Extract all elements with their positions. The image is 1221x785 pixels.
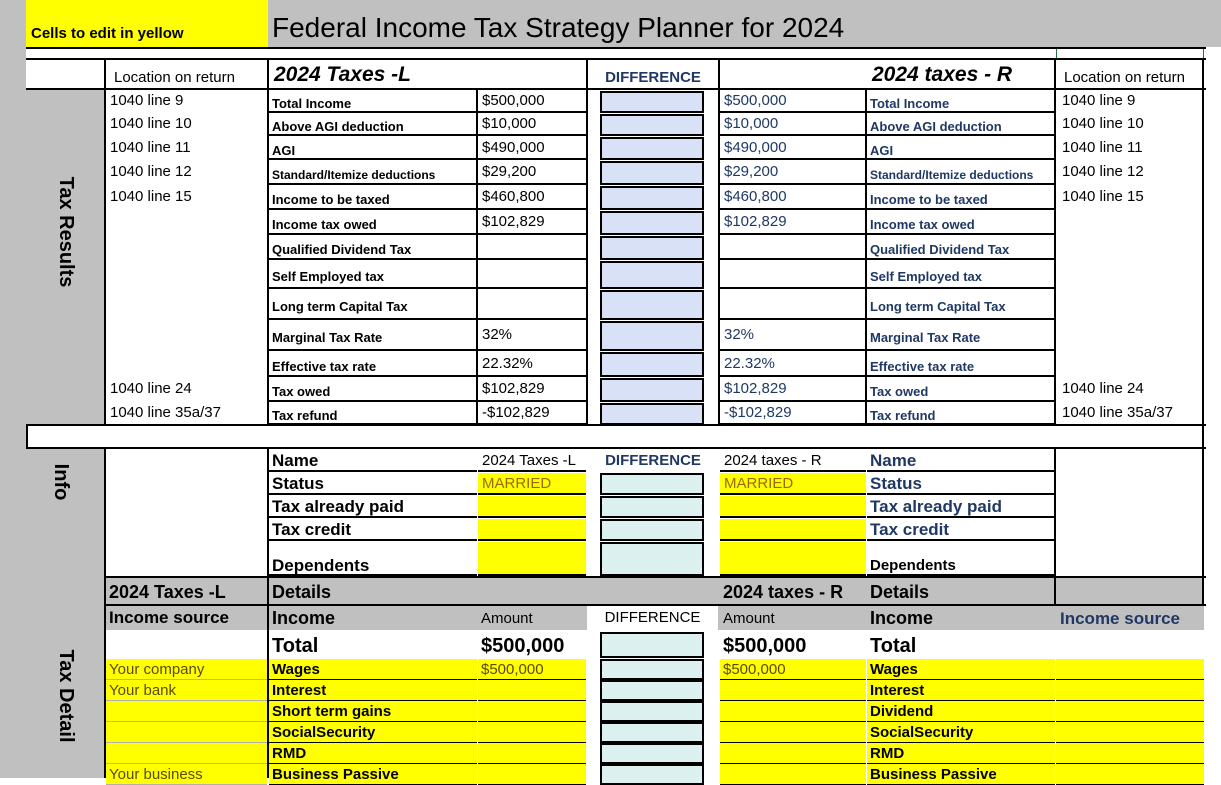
detail-amount-left[interactable] — [478, 722, 586, 743]
detail-details-left: Details — [272, 582, 332, 602]
edit-note: Cells to edit in yellow — [26, 0, 268, 47]
row-value-left[interactable]: $460,800 — [478, 186, 586, 210]
row-location-left: 1040 line 9 — [110, 92, 184, 109]
row-value-left[interactable] — [478, 290, 586, 320]
info-label-right: Tax credit — [867, 519, 1055, 541]
detail-source-right[interactable] — [1056, 764, 1204, 785]
info-value-right[interactable] — [720, 519, 866, 541]
detail-total-left: $500,000 — [481, 635, 565, 657]
row-label-left: Tax refund — [269, 403, 477, 425]
info-label-left: Dependents — [269, 542, 477, 576]
row-value-left[interactable]: 32% — [478, 321, 586, 351]
detail-amount-left[interactable] — [478, 680, 586, 701]
info-label-right: Tax already paid — [867, 496, 1055, 518]
info-difference — [600, 496, 704, 518]
row-difference — [600, 186, 704, 210]
detail-amount-right[interactable] — [720, 701, 866, 722]
income-header-right: Income — [870, 608, 934, 628]
row-location-left: 1040 line 11 — [110, 139, 191, 156]
detail-amount-left[interactable] — [478, 743, 586, 764]
row-difference — [600, 161, 704, 185]
grid-v — [1202, 578, 1204, 606]
detail-income-left: SocialSecurity — [269, 722, 477, 743]
grid-v — [26, 424, 28, 448]
info-value-left[interactable] — [478, 542, 586, 576]
row-difference — [600, 290, 704, 320]
row-label-left: Income tax owed — [269, 211, 477, 235]
info-value-left[interactable] — [478, 519, 586, 541]
info-label-left: Tax already paid — [269, 496, 477, 518]
detail-source-left[interactable] — [106, 743, 267, 764]
detail-total-difference — [600, 632, 704, 658]
info-value-right[interactable]: 2024 taxes - R — [720, 450, 866, 472]
grid-v — [104, 578, 106, 778]
row-difference — [600, 321, 704, 351]
row-value-right[interactable] — [720, 290, 866, 320]
info-diff-header: DIFFERENCE — [605, 452, 701, 469]
row-value-right[interactable] — [720, 236, 866, 260]
row-location-right — [1058, 211, 1202, 235]
row-location-right — [1058, 236, 1202, 260]
row-location-right: 1040 line 9 — [1062, 92, 1136, 109]
grid-v — [1202, 424, 1204, 448]
detail-total-label-right: Total — [870, 635, 917, 657]
row-value-right[interactable]: $500,000 — [720, 91, 866, 113]
row-difference — [600, 91, 704, 113]
detail-income-right: RMD — [867, 743, 1055, 764]
row-label-left: Long term Capital Tax — [269, 290, 477, 320]
row-label-left: Total Income — [269, 91, 477, 113]
row-difference — [600, 114, 704, 136]
detail-source-right[interactable] — [1056, 701, 1204, 722]
loc-header-right: Location on return — [1064, 69, 1185, 86]
rule-detail-mid — [104, 604, 1206, 606]
detail-source-right[interactable] — [1056, 743, 1204, 764]
detail-income-left: Short term gains — [269, 701, 477, 722]
row-value-left[interactable]: $102,829 — [478, 378, 586, 402]
row-location-right — [1058, 290, 1202, 320]
row-location-right — [1058, 261, 1202, 289]
detail-amount-left[interactable] — [478, 764, 586, 785]
row-label-right: Effective tax rate — [867, 352, 1055, 377]
grid-v — [586, 58, 588, 426]
row-location-right: 1040 line 12 — [1062, 163, 1144, 180]
detail-income-right: Dividend — [867, 701, 1055, 722]
detail-total-label-left: Total — [272, 635, 319, 657]
row-value-left[interactable]: $490,000 — [478, 137, 586, 160]
grid-v — [1054, 578, 1056, 606]
row-difference — [600, 352, 704, 377]
row-difference — [600, 211, 704, 235]
row-label-left: Income to be taxed — [269, 186, 477, 210]
row-location-right — [1058, 352, 1202, 377]
row-label-right: Above AGI deduction — [867, 114, 1055, 136]
row-location-left: 1040 line 12 — [110, 163, 192, 180]
grid-v — [1202, 58, 1204, 426]
row-value-right[interactable]: $490,000 — [720, 137, 866, 160]
left-title: 2024 Taxes -L — [274, 63, 411, 86]
row-location-left: 1040 line 15 — [110, 188, 192, 205]
diff-header: DIFFERENCE — [605, 69, 701, 86]
detail-amount-right[interactable] — [720, 743, 866, 764]
row-location-left — [106, 290, 267, 320]
row-value-left[interactable]: 22.32% — [478, 352, 586, 377]
grid-v — [1202, 448, 1204, 578]
detail-left-title: 2024 Taxes -L — [109, 582, 226, 602]
row-value-left[interactable]: $102,829 — [478, 211, 586, 235]
detail-difference — [600, 722, 704, 743]
info-value-left[interactable] — [478, 496, 586, 518]
row-location-right — [1058, 321, 1202, 351]
detail-source-left[interactable] — [106, 722, 267, 743]
info-difference — [600, 519, 704, 541]
row-label-right: Tax owed — [867, 378, 1055, 402]
row-value-left[interactable]: $500,000 — [478, 91, 586, 113]
row-value-right[interactable]: $10,000 — [720, 114, 866, 136]
row-label-left: Effective tax rate — [269, 352, 477, 377]
detail-source-left[interactable]: Your bank — [106, 680, 267, 701]
row-label-right: Tax refund — [867, 403, 1055, 425]
detail-income-right: Business Passive — [867, 764, 1055, 785]
tax-detail-label: Tax Detail — [55, 649, 77, 743]
row-location-right: 1040 line 24 — [1062, 380, 1144, 397]
grid-v — [104, 448, 106, 578]
row-label-left: Qualified Dividend Tax — [269, 236, 477, 260]
info-label: Info — [50, 463, 72, 501]
row-location-right: 1040 line 15 — [1062, 188, 1144, 205]
diff-header-detail: DIFFERENCE — [587, 604, 718, 630]
page-title: Federal Income Tax Strategy Planner for 2024 — [272, 12, 845, 43]
row-location-left: 1040 line 24 — [110, 380, 192, 397]
detail-amount-right[interactable] — [720, 680, 866, 701]
row-label-right: Long term Capital Tax — [867, 290, 1055, 320]
info-value-right[interactable] — [720, 542, 866, 576]
row-difference — [600, 261, 704, 289]
row-value-left[interactable]: -$102,829 — [478, 403, 586, 425]
rule-header-bottom — [26, 88, 1206, 90]
info-value-left[interactable]: MARRIED — [478, 473, 586, 495]
detail-source-right[interactable] — [1056, 680, 1204, 701]
row-location-left: 1040 line 10 — [110, 115, 192, 132]
right-title: 2024 taxes - R — [872, 63, 1013, 86]
row-location-left — [106, 321, 267, 351]
detail-income-left: Interest — [269, 680, 477, 701]
info-difference — [600, 473, 704, 495]
row-label-right: Marginal Tax Rate — [867, 321, 1055, 351]
loc-header-left: Location on return — [114, 69, 235, 86]
row-label-right: Total Income — [867, 91, 1055, 113]
detail-difference — [600, 701, 704, 722]
detail-difference — [600, 764, 704, 785]
row-value-left[interactable]: $29,200 — [478, 161, 586, 185]
detail-difference — [600, 680, 704, 701]
tax-results-label: Tax Results — [55, 176, 77, 288]
detail-income-right: SocialSecurity — [867, 722, 1055, 743]
detail-source-right[interactable] — [1056, 659, 1204, 680]
amount-header-right: Amount — [723, 610, 775, 627]
info-label-left: Status — [269, 473, 477, 495]
row-value-right[interactable]: -$102,829 — [720, 403, 866, 425]
row-location-left — [106, 211, 267, 235]
row-location-right: 1040 line 11 — [1062, 139, 1143, 156]
row-value-right[interactable]: $460,800 — [720, 186, 866, 210]
row-value-right[interactable]: $102,829 — [720, 211, 866, 235]
row-label-left: Standard/Itemize deductions — [269, 161, 477, 185]
rule-results-bottom — [26, 424, 1206, 426]
detail-difference — [600, 659, 704, 680]
rule-info-top — [26, 447, 1206, 449]
row-value-right[interactable]: $29,200 — [720, 161, 866, 185]
detail-income-left: Business Passive — [269, 764, 477, 785]
row-difference — [600, 403, 704, 425]
detail-income-left: RMD — [269, 743, 477, 764]
info-value-left[interactable]: 2024 Taxes -L — [478, 450, 586, 472]
row-label-right: Income to be taxed — [867, 186, 1055, 210]
info-label-left: Name — [269, 450, 477, 472]
left-gutter — [0, 47, 26, 778]
row-location-left: 1040 line 35a/37 — [110, 404, 221, 421]
row-value-left[interactable] — [478, 261, 586, 289]
income-source-header-right: Income source — [1060, 609, 1180, 628]
detail-amount-left[interactable]: $500,000 — [478, 659, 586, 680]
row-value-right[interactable] — [720, 261, 866, 289]
row-difference — [600, 137, 704, 160]
income-source-header-left: Income source — [109, 608, 229, 627]
row-value-right[interactable]: 32% — [720, 321, 866, 351]
row-label-left: Tax owed — [269, 378, 477, 402]
row-location-right: 1040 line 35a/37 — [1062, 404, 1173, 421]
detail-income-left: Wages — [269, 659, 477, 680]
info-difference — [600, 542, 704, 576]
row-location-left — [106, 261, 267, 289]
row-label-right: Qualified Dividend Tax — [867, 236, 1055, 260]
info-label-left: Tax credit — [269, 519, 477, 541]
row-value-left[interactable] — [478, 236, 586, 260]
detail-income-right: Interest — [867, 680, 1055, 701]
row-location-left — [106, 352, 267, 377]
row-label-left: AGI — [269, 137, 477, 160]
income-header-left: Income — [272, 608, 336, 628]
row-label-left: Marginal Tax Rate — [269, 321, 477, 351]
row-label-right: Income tax owed — [867, 211, 1055, 235]
row-label-left: Above AGI deduction — [269, 114, 477, 136]
detail-amount-right[interactable] — [720, 764, 866, 785]
detail-amount-right[interactable] — [720, 722, 866, 743]
rule-top — [26, 47, 1206, 49]
amount-header-left: Amount — [481, 610, 533, 627]
row-location-right: 1040 line 10 — [1062, 115, 1144, 132]
row-value-right[interactable]: $102,829 — [720, 378, 866, 402]
detail-source-left[interactable]: Your business — [106, 764, 267, 785]
detail-source-left[interactable]: Your company — [106, 659, 267, 680]
info-label-right: Status — [867, 473, 1055, 495]
detail-right-title: 2024 taxes - R — [723, 582, 844, 602]
row-label-right: Self Employed tax — [867, 261, 1055, 289]
detail-difference — [600, 743, 704, 764]
info-label-right: Name — [867, 450, 1055, 472]
row-label-left: Self Employed tax — [269, 261, 477, 289]
detail-source-left[interactable] — [106, 701, 267, 722]
detail-details-right: Details — [870, 582, 930, 602]
row-value-left[interactable]: $10,000 — [478, 114, 586, 136]
row-label-right: Standard/Itemize deductions — [867, 161, 1055, 185]
row-label-right: AGI — [867, 137, 1055, 160]
detail-source-right[interactable] — [1056, 722, 1204, 743]
row-value-right[interactable]: 22.32% — [720, 352, 866, 377]
info-label-right: Dependents — [867, 542, 1055, 576]
detail-amount-right[interactable]: $500,000 — [720, 659, 866, 680]
detail-income-right: Wages — [867, 659, 1055, 680]
info-value-right[interactable]: MARRIED — [720, 473, 866, 495]
info-value-right[interactable] — [720, 496, 866, 518]
detail-total-right: $500,000 — [723, 635, 807, 657]
grid-v — [267, 578, 269, 778]
detail-amount-left[interactable] — [478, 701, 586, 722]
row-location-left — [106, 236, 267, 260]
row-difference — [600, 236, 704, 260]
row-difference — [600, 378, 704, 402]
